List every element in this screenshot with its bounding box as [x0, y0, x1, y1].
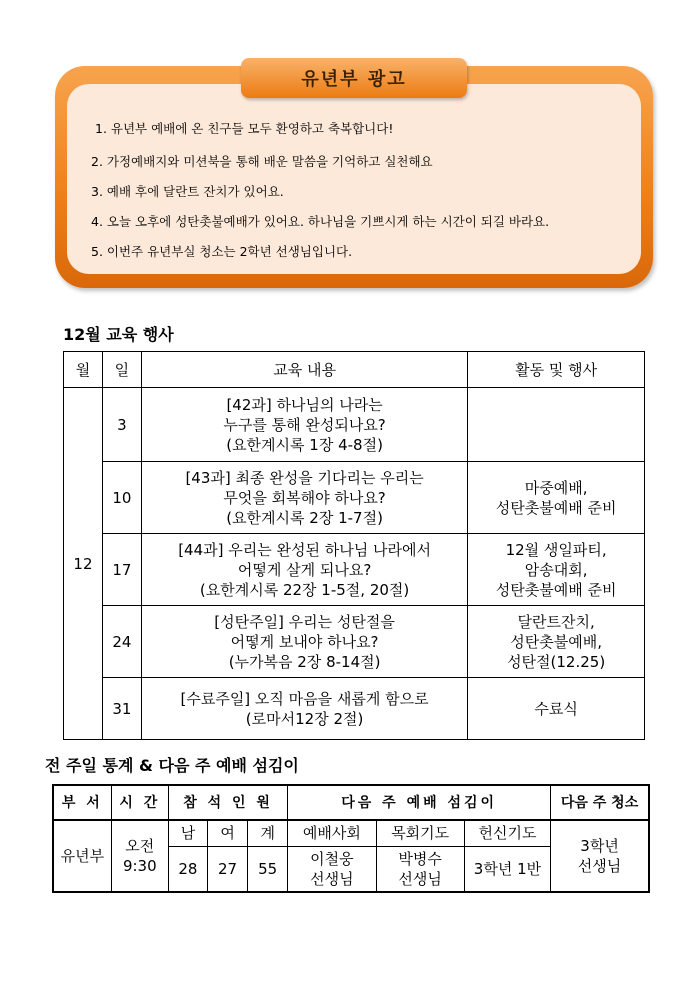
header-content: 교육 내용 — [141, 352, 467, 388]
header-dept: 부 서 — [53, 785, 111, 820]
month-cell: 12 — [64, 388, 103, 740]
activity-cell — [468, 388, 645, 462]
day-cell: 10 — [102, 462, 141, 534]
activity-cell: 12월 생일파티, 암송대회, 성탄촛불예배 준비 — [468, 534, 645, 606]
education-title: 12월 교육 행사 — [63, 325, 174, 344]
subheader-prayer: 목회기도 — [376, 820, 464, 846]
content-cell: [44과] 우리는 완성된 하나님 나라에서 어떻게 살게 되나요? (요한계시록 22장 1-5절, 20절) — [141, 534, 467, 606]
announcement-panel — [67, 84, 641, 274]
table-row — [64, 388, 645, 462]
table-row — [64, 678, 645, 740]
total-count: 55 — [248, 846, 288, 892]
offering-cell: 3학년 1반 — [464, 846, 550, 892]
time-cell: 오전 9:30 — [111, 820, 168, 892]
day-cell: 24 — [102, 606, 141, 678]
stats-table — [52, 784, 650, 893]
header-attendance: 참 석 인 원 — [168, 785, 287, 820]
subheader-male: 남 — [168, 820, 207, 846]
content-cell: [수료주일] 오직 마음을 새롭게 함으로 (로마서12장 2절) — [141, 678, 467, 740]
activity-cell: 달란트잔치, 성탄촛불예배, 성탄절(12.25) — [468, 606, 645, 678]
cleaning-cell: 3학년 선생님 — [551, 820, 649, 892]
table-row — [64, 606, 645, 678]
announcement-item-5: 5. 이번주 유년부실 청소는 2학년 선생님입니다. — [91, 244, 353, 259]
header-day: 일 — [102, 352, 141, 388]
subheader-offering: 헌신기도 — [464, 820, 550, 846]
prayer-cell: 박병수 선생님 — [376, 846, 464, 892]
subheader-female: 여 — [208, 820, 248, 846]
content-cell: [42과] 하나님의 나라는 누구를 통해 완성되나요? (요한계시록 1장 4-8절) — [141, 388, 467, 462]
day-cell: 31 — [102, 678, 141, 740]
announcement-item-1: 1. 유년부 예배에 온 친구들 모두 환영하고 축복합니다! — [95, 121, 394, 136]
announcement-item-4: 4. 오늘 오후에 성탄촛불예배가 있어요. 하나님을 기쁘시게 하는 시간이 되길 바라요. — [91, 214, 550, 229]
announcement-item-3: 3. 예배 후에 달란트 잔치가 있어요. — [91, 184, 284, 199]
male-count: 28 — [168, 846, 207, 892]
content-cell: [성탄주일] 우리는 성탄절을 어떻게 보내야 하나요? (누가복음 2장 8-14절) — [141, 606, 467, 678]
day-cell: 3 — [102, 388, 141, 462]
header-servers: 다음 주 예배 섬김이 — [288, 785, 551, 820]
table-row — [64, 534, 645, 606]
dept-cell: 유년부 — [53, 820, 111, 892]
announcement-title: 유년부 광고 — [241, 58, 467, 98]
header-cleaning: 다음 주 청소 — [551, 785, 649, 820]
day-cell: 17 — [102, 534, 141, 606]
activity-cell: 수료식 — [468, 678, 645, 740]
subheader-host: 예배사회 — [288, 820, 376, 846]
stats-title: 전 주일 통계 & 다음 주 예배 섬김이 — [45, 756, 299, 775]
header-month: 월 — [64, 352, 103, 388]
header-time: 시 간 — [111, 785, 168, 820]
activity-cell: 마중예배, 성탄촛불예배 준비 — [468, 462, 645, 534]
host-cell: 이철웅 선생님 — [288, 846, 376, 892]
subheader-total: 계 — [248, 820, 288, 846]
education-header-row — [64, 352, 645, 388]
announcement-item-2: 2. 가정예배지와 미션북을 통해 배운 말씀을 기억하고 실천해요 — [91, 154, 433, 169]
content-cell: [43과] 최종 완성을 기다리는 우리는 무엇을 회복해야 하나요? (요한계시록 2장 1-7절) — [141, 462, 467, 534]
female-count: 27 — [208, 846, 248, 892]
education-table — [63, 351, 645, 740]
header-activity: 활동 및 행사 — [468, 352, 645, 388]
table-row — [64, 462, 645, 534]
